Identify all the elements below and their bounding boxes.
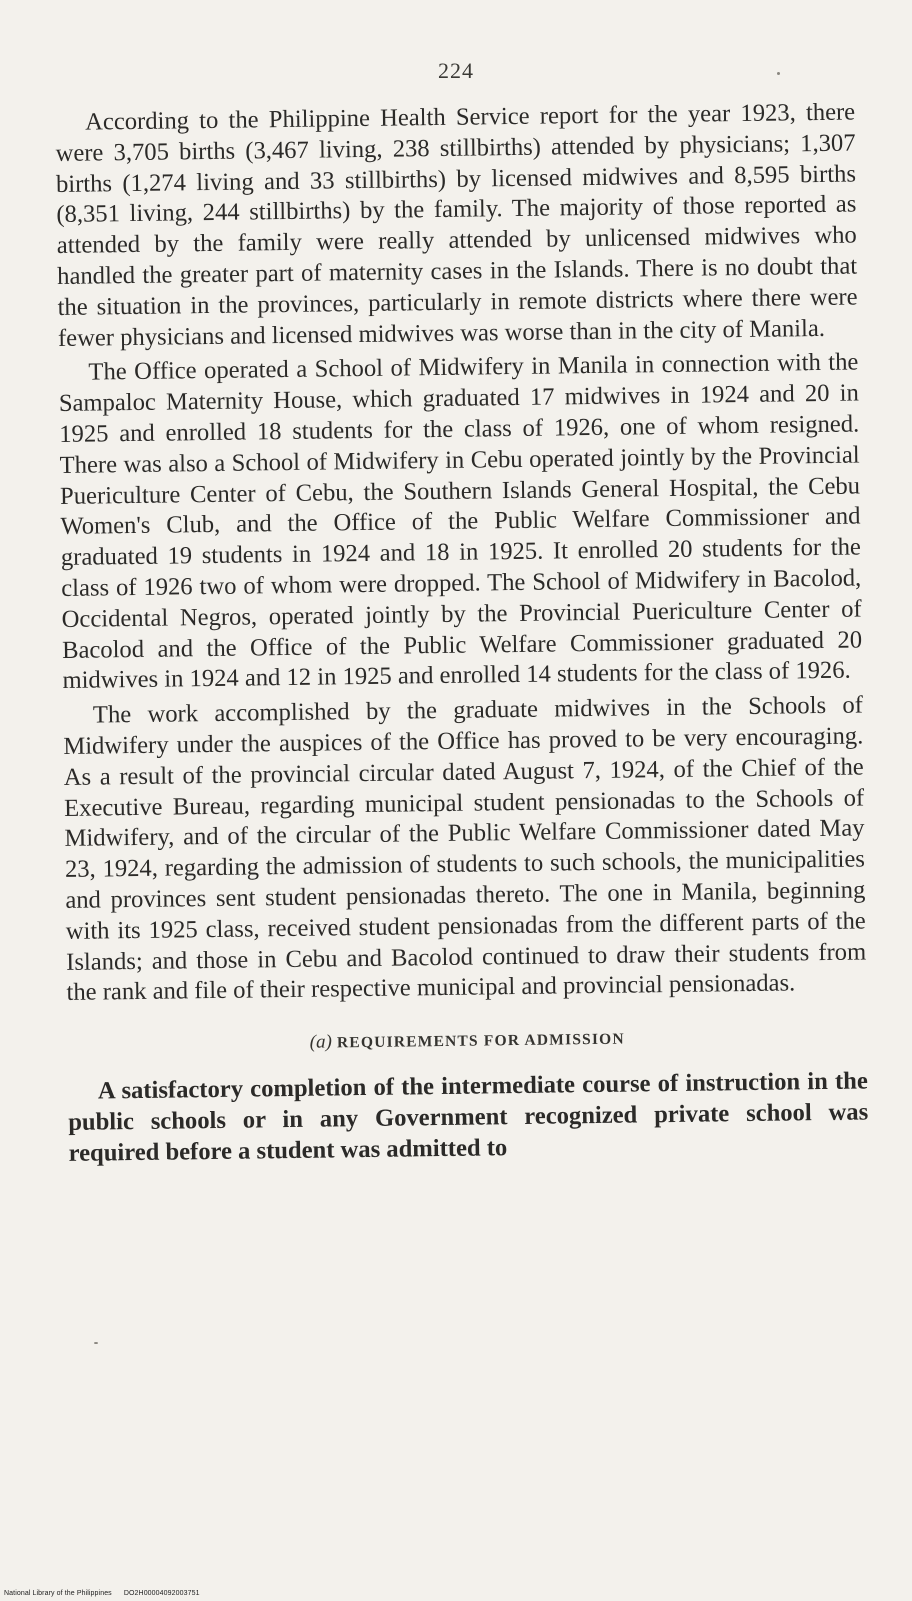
page-body	[55, 98, 869, 1174]
footer-code: DO2H00004092003751	[123, 1590, 200, 1597]
page-number: 224	[438, 58, 474, 83]
paper-speck	[94, 1342, 98, 1344]
paper-speck	[777, 72, 780, 75]
paragraph-birth-statistics: According to the Philippine Health Service report for the year 1923, there were 3,705 births (3,467 living, 238 stillbirths) attended by physicians; 1,307 births (1,274 living and 33 stillbirths) by licensed midwives and 8,595 births (8,351 living, 244 stillbirths) by the family. The majority of those reported as attended by the family were really attended by unlicensed midwives who handled the greater part of maternity cases in the Islands. There is no doubt that the situation in the provinces, particularly in remote districts where there were fewer physicians and licensed midwives was worse than in the city of Manila.	[55, 98, 858, 352]
section-title: REQUIREMENTS FOR ADMISSION	[336, 1030, 625, 1052]
paragraph-schools-of-midwifery: The Office operated a School of Midwifery in Manila in connection with the Sampaloc Maternity House, which graduated 17 midwives in 1924 and 20 in 1925 and enrolled 18 students for the class of 1926, one of whom resigned. There was also a School of Midwifery in Cebu operated jointly by the Provincial Puericulture Center of Cebu, the Southern Islands General Hospital, the Cebu Women's Club, and the Office of the Public Welfare Commissioner and graduated 19 students in 1924 and 18 in 1925. It enrolled 20 students for the class of 1926 two of whom were dropped. The School of Midwifery in Bacolod, Occidental Negros, operated jointly by the Provincial Puericulture Center of Bacolod and the Office of the Public Welfare Commissioner graduated 20 midwives in 1924 and 12 in 1925 and enrolled 14 students for the class of 1926.	[58, 348, 863, 695]
paragraph-graduate-work: The work accomplished by the graduate midwives in the Schools of Midwifery under the auspices of the Office has proved to be very encouraging. As a result of the provincial circular dated August 7, 1924, of the Chief of the Executive Bureau, regarding municipal student pensionadas to the Schools of Midwifery, and of the circular of the Public Welfare Commissioner dated May 23, 1924, regarding the admission of students to such schools, the municipalities and provinces sent student pensionadas thereto. The one in Manila, beginning with its 1925 class, received student pensionadas from the different parts of the Islands; and those in Cebu and Bacolod continued to draw their students from the rank and file of their respective municipal and provincial pensionadas.	[63, 691, 867, 1007]
scan-footer	[4, 1590, 210, 1597]
section-heading	[67, 1025, 867, 1057]
footer-library: National Library of the Philippines	[4, 1590, 112, 1597]
section-letter: (a)	[309, 1031, 332, 1053]
paragraph-admission-requirements: A satisfactory completion of the intermediate course of instruction in the public schools or in any Government recognized private school was required before a student was admitted to	[68, 1067, 869, 1167]
